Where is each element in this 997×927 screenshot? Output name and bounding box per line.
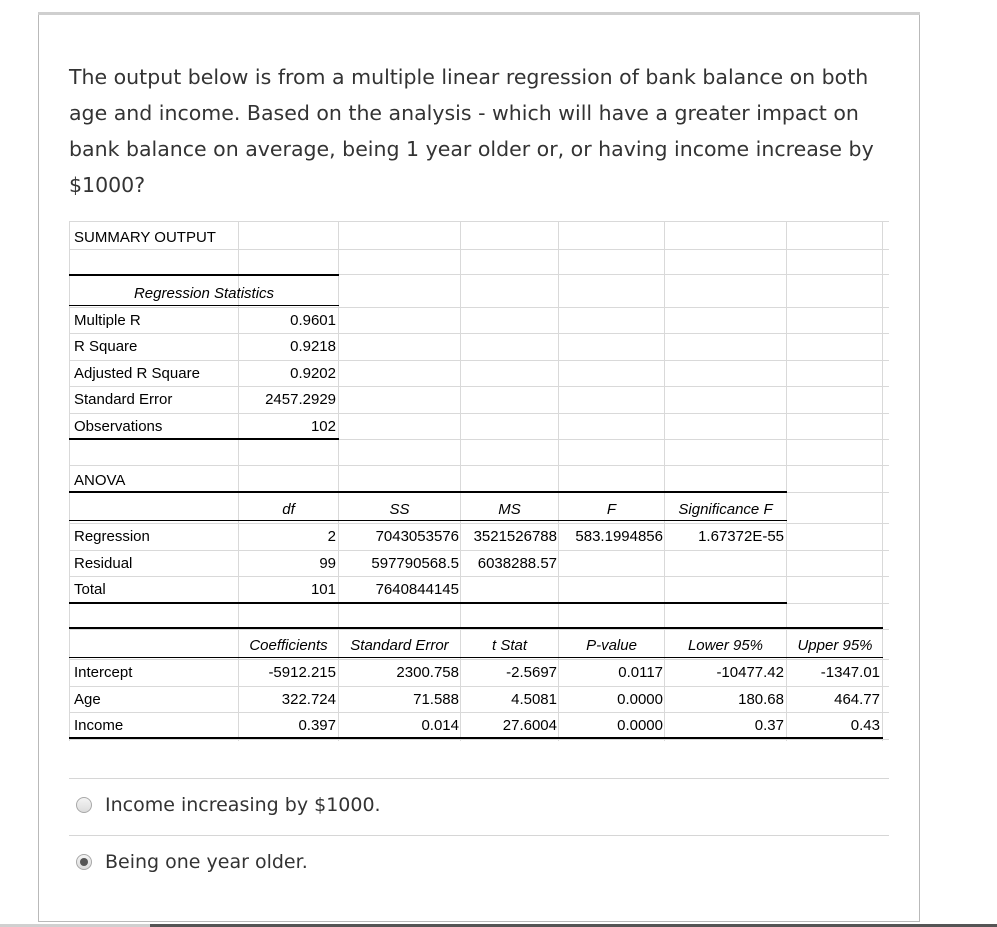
stat-label: Observations — [74, 418, 163, 435]
anova-ms: 3521526788 — [473, 528, 557, 545]
anova-significance-f: 1.67372E-55 — [698, 528, 784, 545]
se-value: 71.588 — [413, 691, 459, 708]
p-value-header: P-value — [586, 637, 637, 654]
stat-value: 0.9218 — [290, 338, 336, 355]
stat-label: Standard Error — [74, 391, 173, 408]
lower-95-header: Lower 95% — [687, 637, 764, 654]
lower-95-value: 180.68 — [738, 691, 784, 708]
anova-f: 583.1994856 — [575, 528, 663, 545]
option-divider — [69, 835, 889, 836]
t-stat-value: -2.5697 — [506, 664, 557, 681]
radio-button-selected[interactable] — [76, 854, 92, 870]
upper-95-value: 0.43 — [850, 717, 880, 734]
stat-value: 0.9601 — [290, 312, 336, 329]
stat-label: Adjusted R Square — [74, 365, 200, 382]
anova-row-label: Regression — [74, 528, 150, 545]
answer-option-label: Being one year older. — [105, 851, 308, 873]
radio-button[interactable] — [76, 797, 92, 813]
p-value: 0.0000 — [617, 717, 663, 734]
option-divider — [69, 778, 889, 779]
anova-ss: 7640844145 — [375, 581, 459, 598]
anova-title: ANOVA — [74, 472, 126, 489]
anova-header-ms: MS — [498, 501, 521, 518]
stat-value: 102 — [310, 418, 336, 435]
regression-statistics-header: Regression Statistics — [133, 285, 275, 302]
answer-option-label: Income increasing by $1000. — [105, 794, 381, 816]
coef-value: -5912.215 — [268, 664, 336, 681]
anova-header-f: F — [606, 501, 617, 518]
se-header: Standard Error — [350, 637, 449, 654]
question-text: The output below is from a multiple linear regression of bank balance on both age and income. Based on the analysis - which will have a greater impact on bank balance on average, being 1 year older or, or having income increase by $1000? — [69, 65, 874, 197]
answer-option-income[interactable] — [76, 790, 381, 820]
coef-row-label: Age — [74, 691, 101, 708]
coef-row-label: Income — [74, 717, 124, 734]
card-top-border — [38, 12, 920, 15]
upper-95-value: 464.77 — [834, 691, 880, 708]
stat-value: 0.9202 — [290, 365, 336, 382]
p-value: 0.0117 — [618, 664, 663, 681]
anova-row-label: Total — [74, 581, 106, 598]
coef-value: 0.397 — [298, 717, 336, 734]
lower-95-value: 0.37 — [754, 717, 784, 734]
anova-ss: 597790568.5 — [371, 555, 459, 572]
anova-ms: 6038288.57 — [477, 555, 557, 572]
anova-df: 99 — [319, 555, 336, 572]
anova-df: 101 — [310, 581, 336, 598]
t-stat-header: t Stat — [491, 637, 528, 654]
anova-header-significance-f: Significance F — [678, 501, 773, 518]
anova-header-df: df — [282, 501, 295, 518]
t-stat-value: 27.6004 — [502, 717, 557, 734]
anova-df: 2 — [327, 528, 336, 545]
summary-output-title: SUMMARY OUTPUT — [74, 229, 216, 246]
se-value: 0.014 — [421, 717, 459, 734]
regression-output-sheet — [69, 221, 889, 741]
lower-95-value: -10477.42 — [716, 664, 784, 681]
stat-label: Multiple R — [74, 312, 141, 329]
anova-header-ss: SS — [389, 501, 410, 518]
coef-row-label: Intercept — [74, 664, 133, 681]
anova-row-label: Residual — [74, 555, 133, 572]
upper-95-value: -1347.01 — [820, 664, 880, 681]
stat-value: 2457.2929 — [265, 391, 336, 408]
anova-ss: 7043053576 — [375, 528, 459, 545]
t-stat-value: 4.5081 — [511, 691, 557, 708]
se-value: 2300.758 — [396, 664, 459, 681]
coef-header: Coefficients — [249, 637, 328, 654]
stat-label: R Square — [74, 338, 138, 355]
coef-value: 322.724 — [281, 691, 336, 708]
answer-option-age[interactable] — [76, 847, 308, 877]
upper-95-header: Upper 95% — [797, 637, 873, 654]
p-value: 0.0000 — [617, 691, 663, 708]
